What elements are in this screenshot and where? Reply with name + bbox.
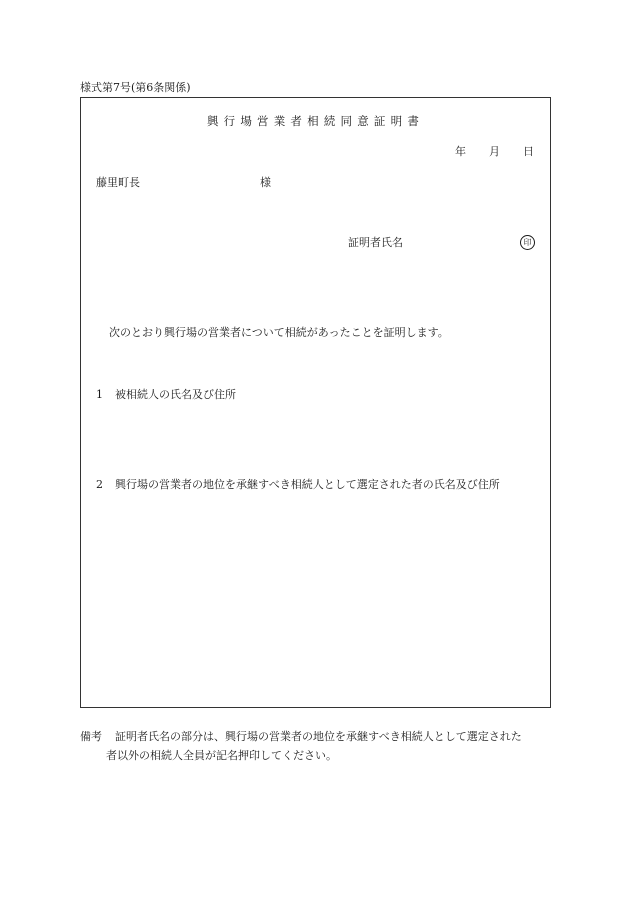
- form-number-label: 様式第7号(第6条関係): [80, 81, 191, 94]
- item-1-number: 1: [96, 388, 103, 401]
- certifier-name-label: 証明者氏名: [348, 236, 403, 249]
- remarks-label: 備考: [80, 730, 102, 743]
- form-frame: [80, 97, 551, 708]
- remarks-line-2: 者以外の相続人全員が記名押印してください。: [106, 749, 337, 762]
- addressee-honorific: 様: [260, 176, 271, 189]
- item-2-number: 2: [96, 478, 103, 491]
- document-title: 興行場営業者相続同意証明書: [206, 114, 425, 128]
- date-year-label: 年: [455, 145, 466, 158]
- item-2-text: 興行場の営業者の地位を承継すべき相続人として選定された者の氏名及び住所: [115, 478, 500, 491]
- item-1-text: 被相続人の氏名及び住所: [115, 388, 236, 401]
- date-day-label: 日: [523, 145, 534, 158]
- remarks-line-1: 証明者氏名の部分は、興行場の営業者の地位を承継すべき相続人として選定された: [115, 730, 522, 743]
- certification-statement: 次のとおり興行場の営業者について相続があったことを証明します。: [109, 326, 449, 339]
- date-month-label: 月: [489, 145, 500, 158]
- seal-mark-icon: 印: [520, 235, 535, 250]
- addressee-name: 藤里町長: [96, 176, 140, 189]
